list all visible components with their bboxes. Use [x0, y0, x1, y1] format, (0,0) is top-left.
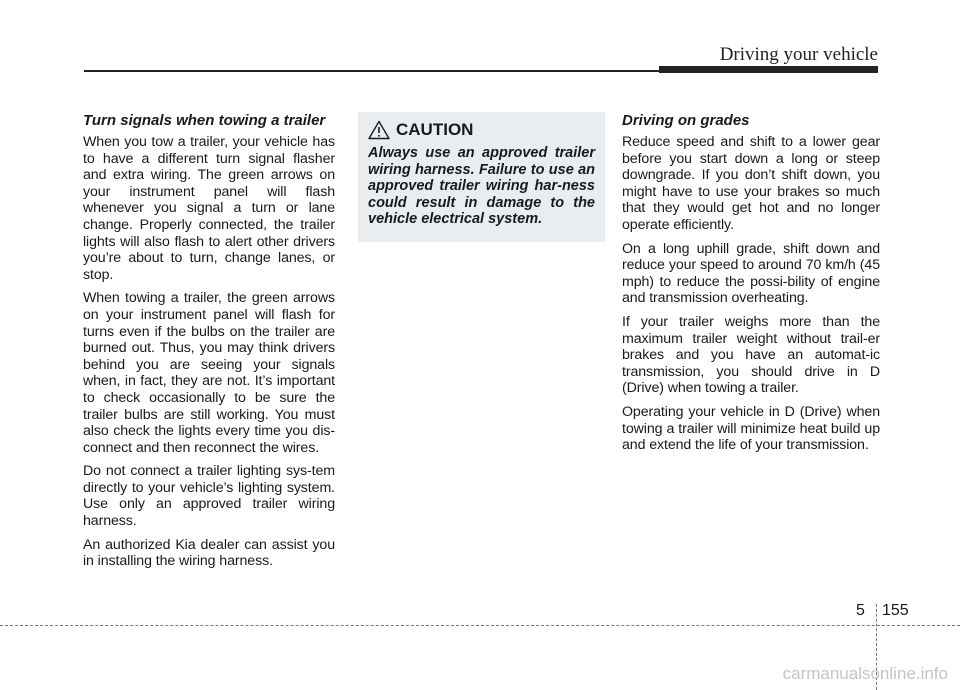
- header-title: Driving your vehicle: [719, 44, 878, 65]
- page-number: 155: [882, 602, 909, 619]
- footer-divider: [0, 625, 960, 626]
- caution-column: [358, 112, 605, 242]
- caution-box: [358, 112, 605, 242]
- paragraph: On a long uphill grade, shift down and reduce your speed to around 70 km/h (45 mph) to reduce the possi-bility of engine and transmission overheating.: [622, 240, 880, 307]
- paragraph: When towing a trailer, the green arrows on your instrument panel will flash for turns even if the bulbs on the trailer are burned out. Thus, you may think drivers behind you are seeing your signals when, in fact, they are not. It’s important to check occasionally to be sure the trailer bulbs are still working. You must also check the lights every time you dis-connect and then reconnect the wires.: [83, 290, 335, 456]
- caution-title: CAUTION: [396, 120, 474, 139]
- section-heading-driving-on-grades: Driving on grades: [622, 112, 750, 129]
- chapter-number: 5: [856, 602, 865, 619]
- paragraph: When you tow a trailer, your vehicle has to have a different turn signal flasher and extra wiring. The green arrows on your instrument panel will flash whenever you signal a turn or lane change. Properly connected, the trailer lights will also flash to alert other drivers you’re about to turn, change lanes, or stop.: [83, 134, 335, 283]
- paragraph: Reduce speed and shift to a lower gear before you start down a long or steep downgrade. If you don’t shift down, you might have to use your brakes so much that they would get hot and no longer operate efficiently.: [622, 134, 880, 233]
- right-column: [622, 112, 880, 461]
- paragraph: Do not connect a trailer lighting sys-tem directly to your vehicle’s lighting system. Use only an approved trailer wiring harness.: [83, 463, 335, 530]
- header-rule-accent: [659, 66, 878, 73]
- warning-triangle-icon: [368, 120, 390, 140]
- paragraph: An authorized Kia dealer can assist you in installing the wiring harness.: [83, 536, 335, 570]
- left-column: [83, 112, 335, 577]
- header-rule: [84, 70, 661, 72]
- paragraph: If your trailer weighs more than the maximum trailer weight without trail-er brakes and you have an automat-ic transmission, you should drive in D (Drive) when towing a trailer.: [622, 313, 880, 397]
- section-heading-turn-signals: Turn signals when towing a trailer: [83, 112, 326, 129]
- watermark: carmanualsonline.info: [782, 664, 948, 683]
- paragraph: Operating your vehicle in D (Drive) when towing a trailer will minimize heat build up and extend the life of your transmission.: [622, 403, 880, 454]
- caution-text: Always use an approved trailer wiring harness. Failure to use an approved trailer wiring har-ness could result in damage to the vehicle electrical system.: [368, 145, 595, 227]
